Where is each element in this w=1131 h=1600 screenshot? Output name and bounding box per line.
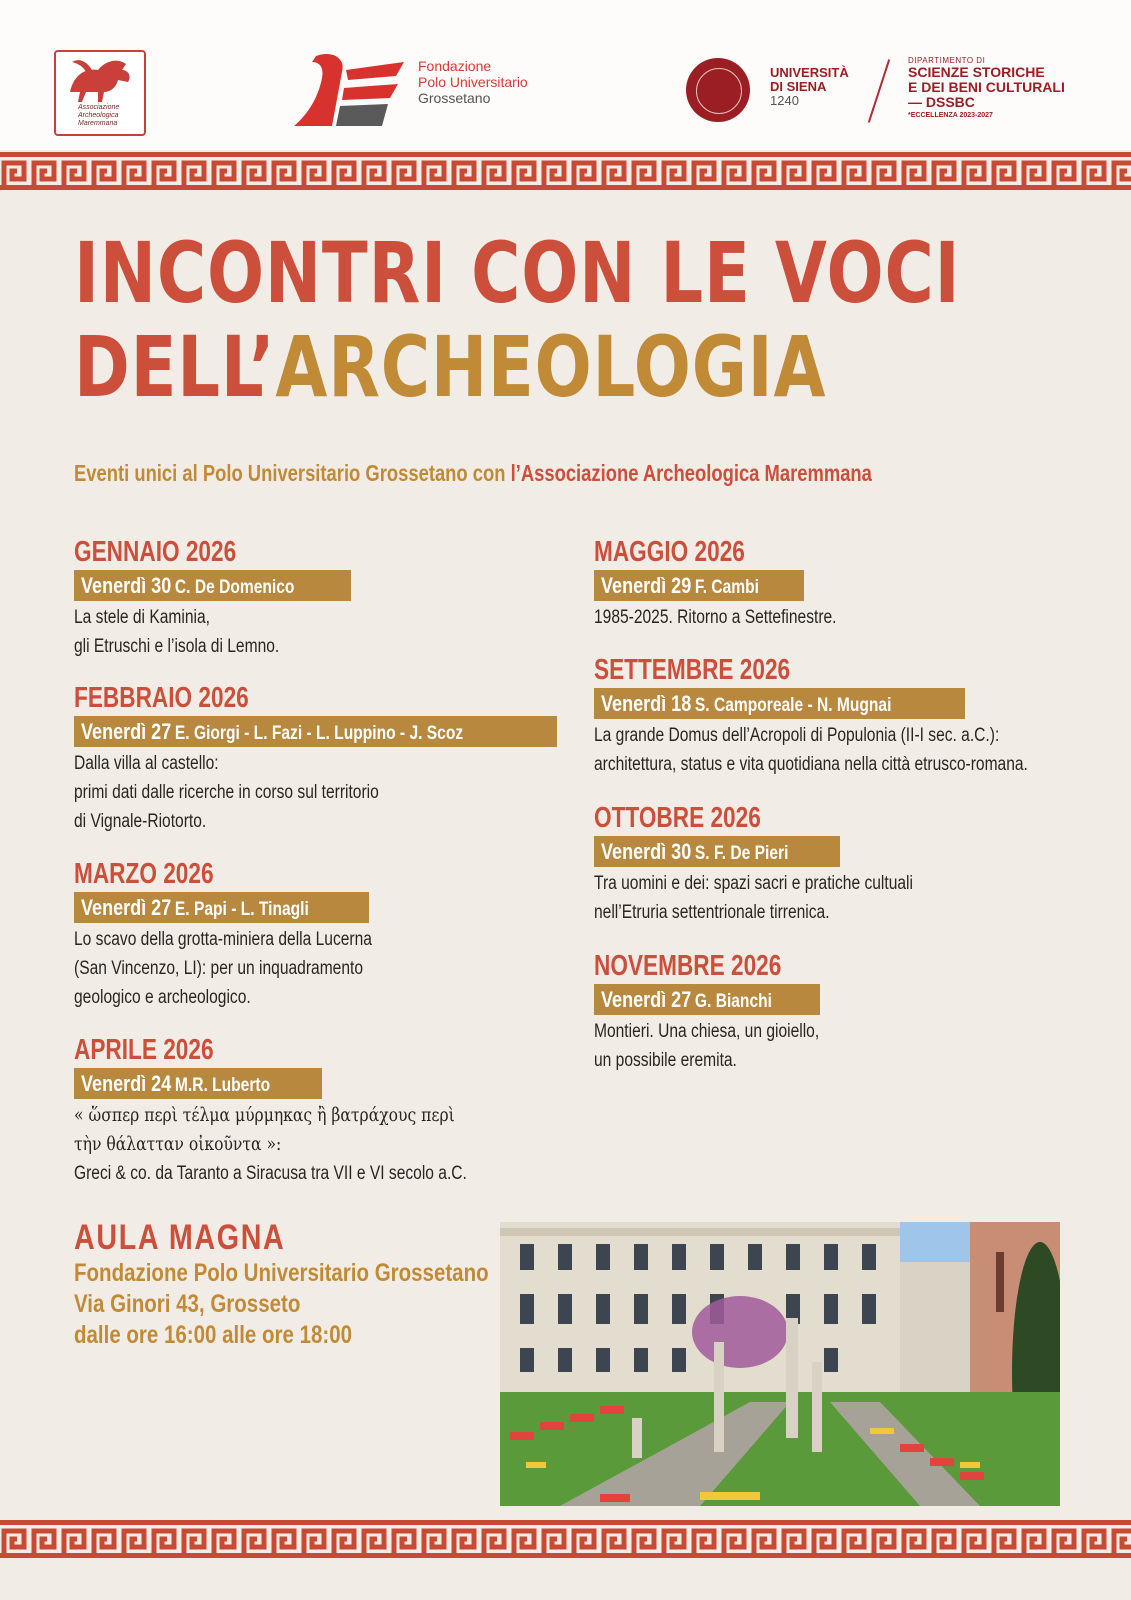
divider <box>868 59 890 122</box>
event-date-bar <box>74 892 369 923</box>
fondazione-line1: Fondazione <box>418 58 492 74</box>
dip-line2: E DEI BENI CULTURALI <box>908 79 1065 95</box>
event-block <box>74 1034 553 1188</box>
desc-line: Greci & co. da Taranto a Siracusa tra VII e VI secolo a.C. <box>74 1163 467 1184</box>
event-block <box>594 654 1123 779</box>
unisi-seal <box>686 58 750 122</box>
event-month: NOVEMBRE 2026 <box>594 950 782 982</box>
event-month: OTTOBRE 2026 <box>594 802 761 834</box>
event-description <box>74 603 301 661</box>
fondazione-name <box>418 58 528 106</box>
event-description <box>74 925 372 1012</box>
event-month: APRILE 2026 <box>74 1034 214 1066</box>
greek-key-band-top <box>0 152 1131 190</box>
dipartimento-name <box>908 56 1065 119</box>
event-block <box>74 682 557 836</box>
venue-room: AULA MAGNA <box>74 1218 286 1257</box>
event-block <box>594 950 869 1075</box>
event-day: Venerdì 30 <box>81 573 172 598</box>
desc-line: un possibile eremita. <box>594 1050 737 1071</box>
unisi-year: 1240 <box>770 93 799 108</box>
desc-line: La stele di Kaminia, <box>74 607 210 628</box>
unisi-line2: DI SIENA <box>770 79 827 94</box>
event-block <box>594 802 983 927</box>
event-date-bar <box>594 688 965 719</box>
dip-excellence: *ECCELLENZA 2023-2027 <box>908 112 993 119</box>
title-line2 <box>74 320 960 414</box>
event-month: GENNAIO 2026 <box>74 536 237 568</box>
event-date-bar <box>74 1068 322 1099</box>
event-month: MAGGIO 2026 <box>594 536 745 568</box>
event-description <box>74 749 470 836</box>
desc-line: (San Vincenzo, LI): per un inquadramento <box>74 958 363 979</box>
fondazione-bird-logo <box>292 48 412 128</box>
event-day: Venerdì 29 <box>601 573 692 598</box>
desc-line: Tra uomini e dei: spazi sacri e pratiche cultuali <box>594 873 913 894</box>
subtitle-part2: l’Associazione Archeologica Maremmana <box>510 460 872 486</box>
desc-line: gli Etruschi e l’isola di Lemno. <box>74 636 280 657</box>
event-speakers: G. Bianchi <box>694 991 772 1012</box>
associazione-archeologica-logo <box>54 50 146 136</box>
event-date-bar <box>594 984 820 1015</box>
desc-line: La grande Domus dell’Acropoli di Populonia (II-I sec. a.C.): <box>594 725 1000 746</box>
title-line1: INCONTRI CON LE VOCI <box>74 224 961 322</box>
subtitle-part1: Eventi unici al Polo Universitario Grossetano con <box>74 460 511 486</box>
event-description <box>594 869 913 927</box>
fondazione-line3: Grossetano <box>418 90 491 106</box>
unisi-line1: UNIVERSITÀ <box>770 65 849 80</box>
desc-line: Lo scavo della grotta-miniera della Lucerna <box>74 929 372 950</box>
aam-logo-caption: Associazione Archeologica Maremmana <box>78 104 120 127</box>
title-line2-a: DELL’ <box>74 318 276 416</box>
event-date-bar <box>594 836 840 867</box>
header <box>0 0 1131 150</box>
event-speakers: S. Camporeale - N. Mugnai <box>694 695 892 716</box>
event-day: Venerdì 18 <box>601 691 692 716</box>
title-line2-b: ARCHEOLOGIA <box>275 318 827 416</box>
event-month: SETTEMBRE 2026 <box>594 654 791 686</box>
desc-line: τὴν θάλατταν οἰκοῦντα »: <box>74 1133 282 1155</box>
event-speakers: M.R. Luberto <box>174 1075 271 1096</box>
desc-line: geologico e archeologico. <box>74 987 251 1008</box>
event-block <box>594 536 890 632</box>
greek-key-band-bottom <box>0 1520 1131 1558</box>
desc-line: nell’Etruria settentrionale tirrenica. <box>594 902 830 923</box>
event-description <box>594 603 837 632</box>
desc-line: di Vignale-Riotorto. <box>74 811 207 832</box>
desc-line: 1985-2025. Ritorno a Settefinestre. <box>594 607 837 628</box>
event-speakers: E. Giorgi - L. Fazi - L. Luppino - J. Scoz <box>174 723 464 744</box>
venue-address: Via Ginori 43, Grosseto <box>74 1290 301 1318</box>
unisi-name <box>770 66 849 108</box>
event-description <box>74 1101 467 1188</box>
venue-time: dalle ore 16:00 alle ore 18:00 <box>74 1321 353 1349</box>
event-speakers: E. Papi - L. Tinagli <box>174 899 309 920</box>
dip-line3: — DSSBC <box>908 94 975 110</box>
event-date-bar <box>74 570 351 601</box>
event-day: Venerdì 24 <box>81 1071 172 1096</box>
event-month: FEBBRAIO 2026 <box>74 682 249 714</box>
venue-place: Fondazione Polo Universitario Grossetano <box>74 1259 489 1287</box>
event-speakers: C. De Domenico <box>174 577 295 598</box>
event-description <box>594 721 1028 779</box>
venue-info <box>74 1218 489 1351</box>
desc-line: Dalla villa al castello: <box>74 753 219 774</box>
subtitle <box>74 460 872 487</box>
dip-line1: SCIENZE STORICHE <box>908 64 1045 80</box>
desc-line: Montieri. Una chiesa, un gioiello, <box>594 1021 820 1042</box>
event-day: Venerdì 27 <box>81 719 172 744</box>
event-day: Venerdì 30 <box>601 839 692 864</box>
event-description <box>594 1017 819 1075</box>
desc-line: architettura, status e vita quotidiana nella città etrusco-romana. <box>594 754 1028 775</box>
horse-icon <box>56 52 144 108</box>
fondazione-line2: Polo Universitario <box>418 74 528 90</box>
page-title <box>74 226 960 414</box>
event-block <box>74 536 351 661</box>
desc-line: primi dati dalle ricerche in corso sul territorio <box>74 782 379 803</box>
desc-line: « ὥσπερ περὶ τέλμα μύρμηκας ἢ βατράχους περὶ <box>74 1104 455 1126</box>
event-speakers: S. F. De Pieri <box>694 843 789 864</box>
venue-photo <box>500 1222 1060 1506</box>
event-block <box>74 858 437 1012</box>
event-date-bar <box>594 570 804 601</box>
dip-small: DIPARTIMENTO DI <box>908 56 986 65</box>
event-speakers: F. Cambi <box>694 577 759 598</box>
event-day: Venerdì 27 <box>81 895 172 920</box>
event-day: Venerdì 27 <box>601 987 692 1012</box>
event-date-bar <box>74 716 557 747</box>
event-month: MARZO 2026 <box>74 858 214 890</box>
